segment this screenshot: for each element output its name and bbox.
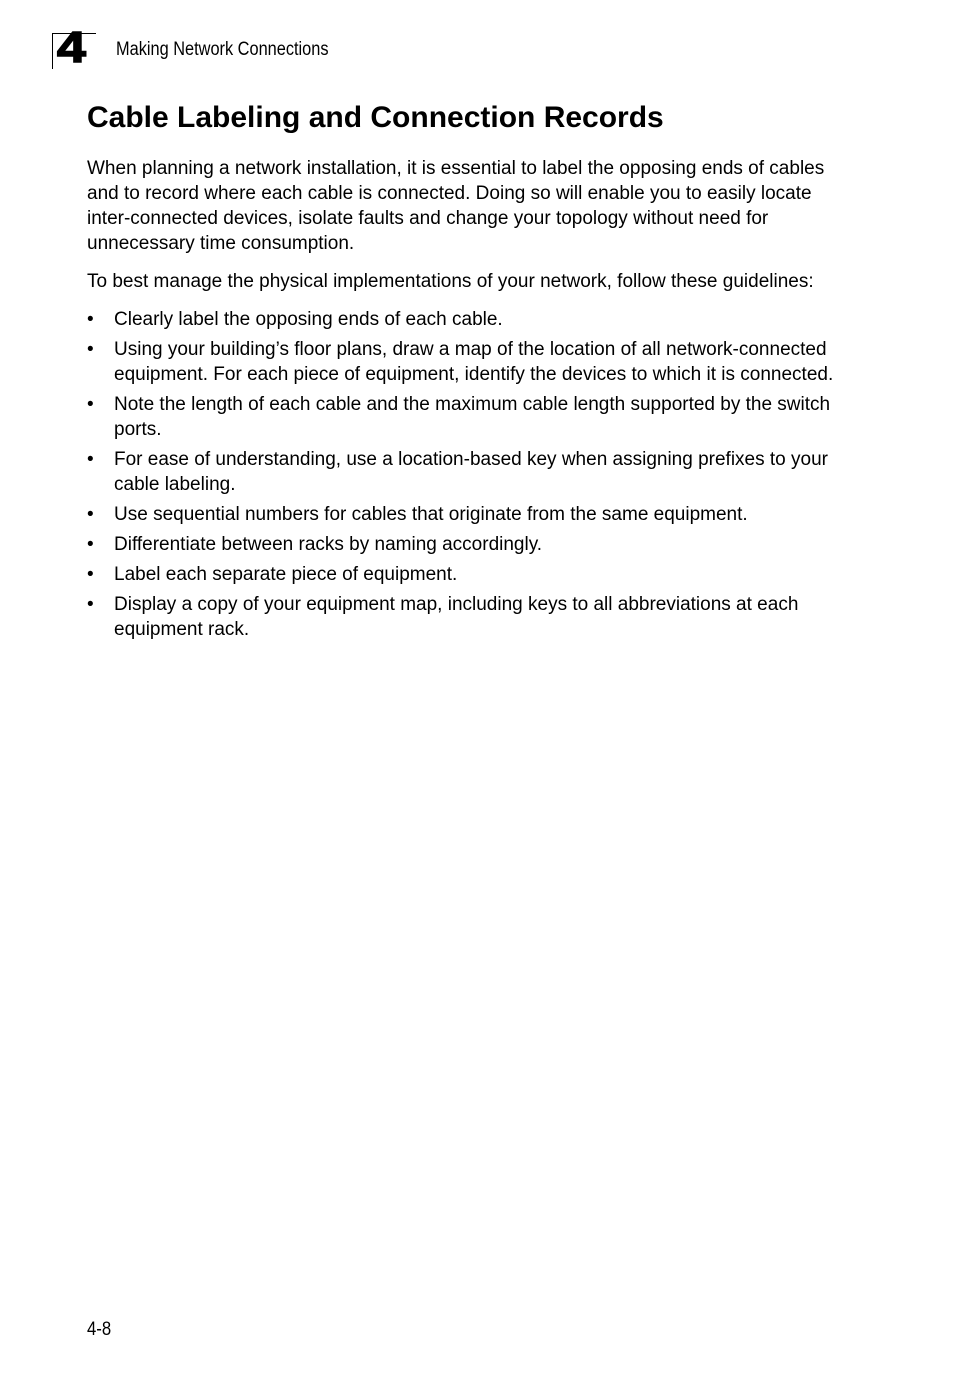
- bullet-icon: •: [87, 594, 94, 615]
- list-item-text: Clearly label the opposing ends of each cable.: [114, 309, 503, 330]
- chapter-marker: [52, 23, 96, 72]
- list-item: [87, 532, 857, 557]
- intro-paragraph: When planning a network installation, it is essential to label the opposing ends of cables and to record where each cable is connected. Doing so will enable you to easily locate inter-connected devices, isolate faults and change your topology without need for unnecessary time consumption.: [87, 158, 825, 254]
- page-title: Cable Labeling and Connection Records: [87, 101, 664, 134]
- bullet-icon: •: [87, 449, 94, 470]
- list-item: [87, 562, 857, 587]
- list-item: [87, 502, 857, 527]
- list-item-text: Display a copy of your equipment map, including keys to all abbreviations at each equipment rack.: [114, 594, 799, 640]
- list-item: [87, 447, 857, 497]
- bullet-icon: •: [87, 394, 94, 415]
- bullet-icon: •: [87, 534, 94, 555]
- body-content: [87, 156, 857, 647]
- bullet-icon: •: [87, 564, 94, 585]
- list-item-text: Label each separate piece of equipment.: [114, 564, 458, 585]
- guidelines-list: [87, 307, 857, 642]
- list-item-text: Note the length of each cable and the maximum cable length supported by the switch ports.: [114, 394, 831, 440]
- list-item-text: For ease of understanding, use a location-based key when assigning prefixes to your cable labeling.: [114, 449, 828, 495]
- list-item: [87, 592, 857, 642]
- list-item-text: Using your building’s floor plans, draw a map of the location of all network-connected equipment. For each piece of equipment, identify the devices to which it is connected.: [114, 339, 834, 385]
- list-item: [87, 307, 857, 332]
- list-item-text: Use sequential numbers for cables that originate from the same equipment.: [114, 504, 748, 525]
- list-item-text: Differentiate between racks by naming accordingly.: [114, 534, 543, 555]
- chapter-number: 4: [57, 23, 86, 72]
- bullet-icon: •: [87, 504, 94, 525]
- guidelines-intro-paragraph: To best manage the physical implementations of your network, follow these guidelines:: [87, 271, 814, 292]
- bullet-icon: •: [87, 309, 94, 330]
- list-item: [87, 392, 857, 442]
- running-header: Making Network Connections: [116, 39, 329, 60]
- page-number: 4-8: [87, 1319, 112, 1340]
- list-item: [87, 337, 857, 387]
- bullet-icon: •: [87, 339, 94, 360]
